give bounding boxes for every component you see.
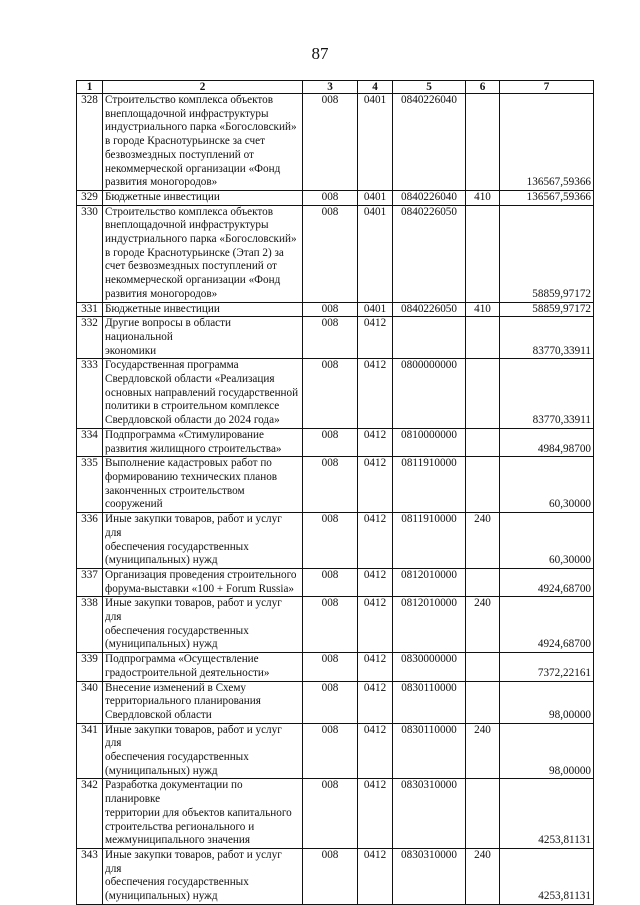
row-amount: 4253,81131 — [500, 779, 594, 849]
table-row — [77, 359, 594, 429]
row-section-code: 0412 — [358, 428, 393, 456]
column-header: 5 — [393, 81, 466, 94]
row-name: Внесение изменений в Схему территориального планирования Свердловской области — [103, 681, 303, 723]
row-number: 342 — [77, 779, 103, 849]
table-row — [77, 848, 594, 904]
row-expense-type — [466, 205, 500, 302]
row-target-article: 0810000000 — [393, 428, 466, 456]
row-expense-type — [466, 317, 500, 359]
row-name: Государственная программа Свердловской области «Реализация основных направлений государственной политики в строительном комплексе Свердловской области до 2024 года» — [103, 359, 303, 429]
row-expense-type — [466, 568, 500, 596]
row-amount: 60,30000 — [500, 457, 594, 513]
column-header: 1 — [77, 81, 103, 94]
row-name: Бюджетные инвестиции — [103, 302, 303, 317]
row-name: Строительство комплекса объектов внеплощадочной инфраструктуры индустриального парка «Богословский» в городе Краснотурьинске (Этап 2) за счет безвозмездных поступлений от некоммерческой организации «Фонд развития моногородов» — [103, 205, 303, 302]
row-expense-type: 410 — [466, 302, 500, 317]
row-expense-type — [466, 428, 500, 456]
row-amount: 98,00000 — [500, 723, 594, 779]
table-row — [77, 681, 594, 723]
row-target-article: 0830000000 — [393, 653, 466, 681]
row-number: 338 — [77, 597, 103, 653]
row-department-code: 008 — [303, 681, 358, 723]
row-expense-type — [466, 681, 500, 723]
row-name: Иные закупки товаров, работ и услуг для обеспечения государственных (муниципальных) нужд — [103, 597, 303, 653]
row-amount: 58859,97172 — [500, 302, 594, 317]
row-section-code: 0401 — [358, 94, 393, 191]
row-section-code: 0401 — [358, 190, 393, 205]
row-name: Другие вопросы в области национальной экономики — [103, 317, 303, 359]
row-amount: 60,30000 — [500, 513, 594, 569]
table-row — [77, 597, 594, 653]
row-name: Иные закупки товаров, работ и услуг для обеспечения государственных (муниципальных) нужд — [103, 848, 303, 904]
row-target-article: 0812010000 — [393, 597, 466, 653]
row-section-code: 0412 — [358, 779, 393, 849]
table-row — [77, 653, 594, 681]
row-number: 328 — [77, 94, 103, 191]
row-department-code: 008 — [303, 190, 358, 205]
row-number: 330 — [77, 205, 103, 302]
table-row — [77, 190, 594, 205]
row-department-code: 008 — [303, 653, 358, 681]
row-expense-type — [466, 359, 500, 429]
row-target-article: 0830110000 — [393, 681, 466, 723]
column-header: 2 — [103, 81, 303, 94]
row-name: Организация проведения строительного форума-выставки «100 + Forum Russia» — [103, 568, 303, 596]
row-target-article: 0811910000 — [393, 513, 466, 569]
row-section-code: 0412 — [358, 359, 393, 429]
column-header: 6 — [466, 81, 500, 94]
row-amount: 98,00000 — [500, 681, 594, 723]
row-target-article: 0811910000 — [393, 457, 466, 513]
table-row — [77, 94, 594, 191]
table-row — [77, 779, 594, 849]
row-target-article: 0812010000 — [393, 568, 466, 596]
row-expense-type: 240 — [466, 597, 500, 653]
row-section-code: 0412 — [358, 597, 393, 653]
row-section-code: 0412 — [358, 317, 393, 359]
row-section-code: 0412 — [358, 848, 393, 904]
column-header: 4 — [358, 81, 393, 94]
row-name: Подпрограмма «Осуществление градостроительной деятельности» — [103, 653, 303, 681]
budget-table — [76, 80, 594, 905]
table-row — [77, 457, 594, 513]
row-amount: 136567,59366 — [500, 94, 594, 191]
table-row — [77, 205, 594, 302]
row-department-code: 008 — [303, 428, 358, 456]
row-department-code: 008 — [303, 317, 358, 359]
row-department-code: 008 — [303, 457, 358, 513]
row-target-article: 0840226050 — [393, 302, 466, 317]
row-name: Подпрограмма «Стимулирование развития жилищного строительства» — [103, 428, 303, 456]
row-target-article: 0800000000 — [393, 359, 466, 429]
row-name: Бюджетные инвестиции — [103, 190, 303, 205]
row-department-code: 008 — [303, 597, 358, 653]
row-expense-type — [466, 653, 500, 681]
row-amount: 4924,68700 — [500, 568, 594, 596]
row-section-code: 0412 — [358, 681, 393, 723]
row-amount: 4253,81131 — [500, 848, 594, 904]
row-target-article: 0840226040 — [393, 94, 466, 191]
row-department-code: 008 — [303, 848, 358, 904]
row-section-code: 0412 — [358, 457, 393, 513]
row-name: Строительство комплекса объектов внеплощадочной инфраструктуры индустриального парка «Богословский» в городе Краснотурьинске за счет безвозмездных поступлений от некоммерческой организации «Фонд развития моногородов» — [103, 94, 303, 191]
row-amount: 7372,22161 — [500, 653, 594, 681]
row-number: 339 — [77, 653, 103, 681]
row-number: 333 — [77, 359, 103, 429]
row-department-code: 008 — [303, 94, 358, 191]
row-name: Разработка документации по планировке территории для объектов капитального строительства регионального и межмуниципального значения — [103, 779, 303, 849]
row-amount: 4924,68700 — [500, 597, 594, 653]
table-row — [77, 513, 594, 569]
row-section-code: 0401 — [358, 302, 393, 317]
row-target-article: 0830110000 — [393, 723, 466, 779]
row-number: 341 — [77, 723, 103, 779]
table-row — [77, 568, 594, 596]
row-number: 340 — [77, 681, 103, 723]
row-department-code: 008 — [303, 513, 358, 569]
row-department-code: 008 — [303, 723, 358, 779]
row-expense-type: 240 — [466, 848, 500, 904]
row-amount: 58859,97172 — [500, 205, 594, 302]
row-target-article: 0840226050 — [393, 205, 466, 302]
row-department-code: 008 — [303, 359, 358, 429]
table-row — [77, 428, 594, 456]
row-name: Выполнение кадастровых работ по формированию технических планов законченных строительством сооружений — [103, 457, 303, 513]
row-target-article: 0830310000 — [393, 848, 466, 904]
row-amount: 83770,33911 — [500, 359, 594, 429]
page-number: 87 — [311, 44, 329, 63]
table-row — [77, 723, 594, 779]
table-row — [77, 302, 594, 317]
row-expense-type — [466, 779, 500, 849]
column-header: 3 — [303, 81, 358, 94]
table-header-row — [77, 81, 594, 94]
row-expense-type: 240 — [466, 513, 500, 569]
row-section-code: 0412 — [358, 568, 393, 596]
column-header: 7 — [500, 81, 594, 94]
row-number: 343 — [77, 848, 103, 904]
row-amount: 136567,59366 — [500, 190, 594, 205]
row-target-article — [393, 317, 466, 359]
row-section-code: 0412 — [358, 513, 393, 569]
table-row — [77, 317, 594, 359]
row-expense-type: 240 — [466, 723, 500, 779]
row-number: 337 — [77, 568, 103, 596]
row-number: 334 — [77, 428, 103, 456]
row-department-code: 008 — [303, 205, 358, 302]
row-target-article: 0830310000 — [393, 779, 466, 849]
row-name: Иные закупки товаров, работ и услуг для обеспечения государственных (муниципальных) нужд — [103, 723, 303, 779]
row-department-code: 008 — [303, 568, 358, 596]
row-target-article: 0840226040 — [393, 190, 466, 205]
row-number: 335 — [77, 457, 103, 513]
row-section-code: 0412 — [358, 723, 393, 779]
row-department-code: 008 — [303, 779, 358, 849]
row-section-code: 0412 — [358, 653, 393, 681]
row-section-code: 0401 — [358, 205, 393, 302]
row-number: 336 — [77, 513, 103, 569]
row-number: 332 — [77, 317, 103, 359]
row-name: Иные закупки товаров, работ и услуг для обеспечения государственных (муниципальных) нужд — [103, 513, 303, 569]
row-expense-type: 410 — [466, 190, 500, 205]
row-amount: 4984,98700 — [500, 428, 594, 456]
row-department-code: 008 — [303, 302, 358, 317]
row-number: 331 — [77, 302, 103, 317]
row-number: 329 — [77, 190, 103, 205]
row-expense-type — [466, 457, 500, 513]
row-amount: 83770,33911 — [500, 317, 594, 359]
row-expense-type — [466, 94, 500, 191]
